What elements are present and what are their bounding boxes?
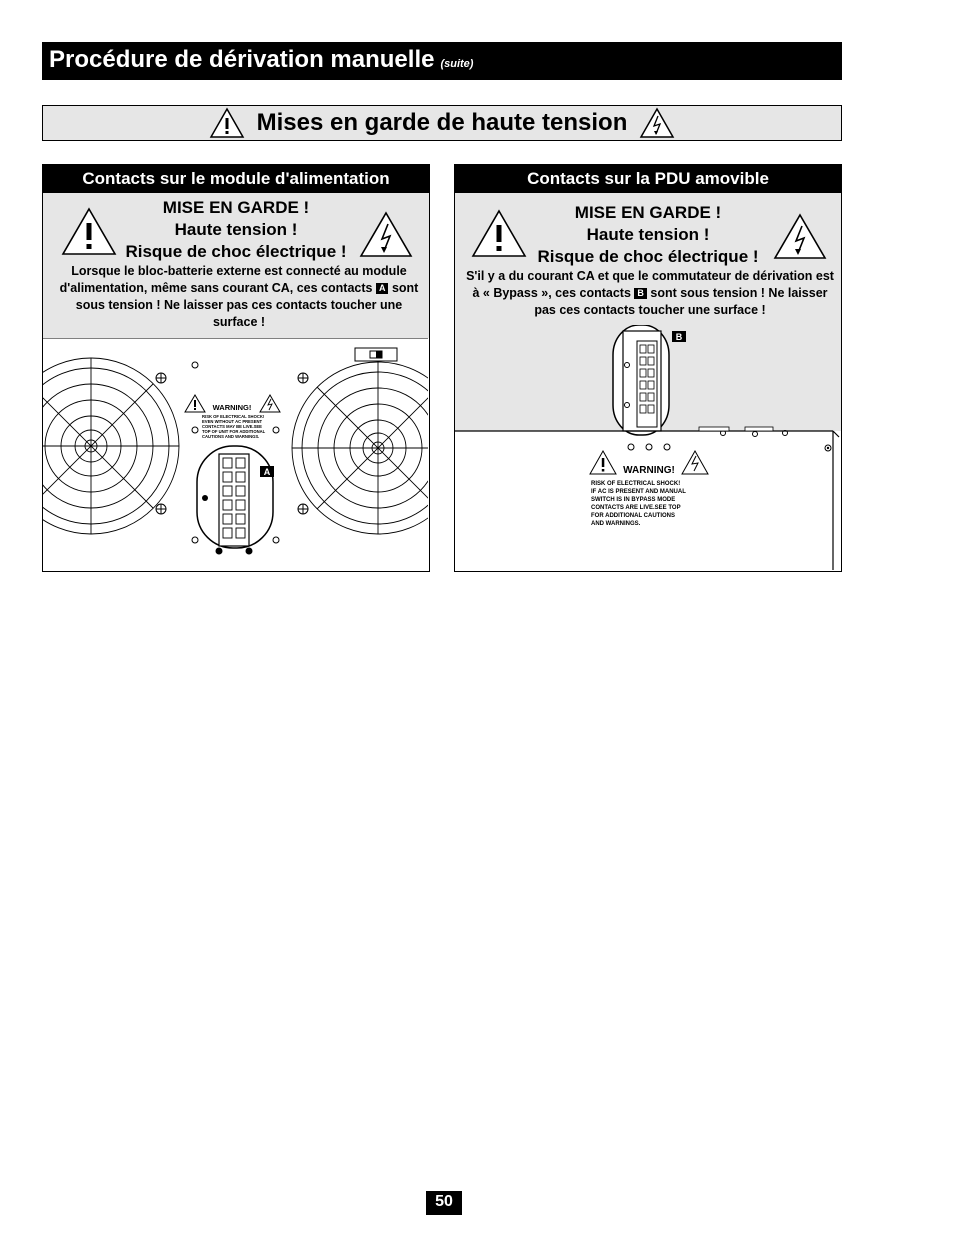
- label-warning-title: WARNING!: [623, 465, 675, 476]
- contact-tag: A: [376, 283, 389, 294]
- warning-line-1: MISE EN GARDE !: [162, 198, 310, 217]
- label-warning-line: EVEN WITHOUT AC PRESENT: [202, 419, 263, 424]
- label-warning-line: AND WARNINGS.: [591, 521, 641, 527]
- warning-box: [43, 193, 429, 338]
- label-warning-line: RISK OF ELECTRICAL SHOCK!: [202, 414, 265, 419]
- contact-tag: B: [634, 288, 647, 299]
- pdu-illustration: [455, 325, 840, 570]
- label-warning-line: RISK OF ELECTRICAL SHOCK!: [591, 481, 681, 487]
- page-number: 50: [426, 1191, 462, 1215]
- connector-tag: A: [263, 467, 271, 477]
- label-warning-line: IF AC IS PRESENT AND MANUAL: [591, 489, 686, 495]
- warning-text: [461, 268, 839, 319]
- label-warning-title: WARNING!: [212, 403, 252, 412]
- warning-titles: [455, 202, 841, 268]
- warning-banner: [42, 105, 842, 141]
- power-module-illustration: [43, 338, 428, 570]
- label-warning-line: CONTACTS MAY BE LIVE.SEE: [202, 424, 262, 429]
- warning-text-part-1: S'il y a du courant CA et que le commutateur de dérivation est à « Bypass », ces contacts: [466, 269, 834, 300]
- warning-titles: [43, 197, 429, 263]
- power-module-contacts-panel: [42, 164, 430, 572]
- lightning-warning-icon: [639, 107, 675, 139]
- warning-text: [53, 263, 425, 331]
- warning-line-2: Haute tension !: [174, 220, 298, 239]
- page-subtitle: (suite): [440, 58, 474, 70]
- label-warning-line: FOR ADDITIONAL CAUTIONS: [591, 513, 675, 519]
- section-header: [42, 42, 842, 80]
- label-warning-line: TOP OF UNIT FOR ADDITIONAL: [202, 429, 266, 434]
- connector-tag: B: [675, 332, 683, 342]
- panel-heading: Contacts sur la PDU amovible: [455, 165, 841, 193]
- panel-heading: Contacts sur le module d'alimentation: [43, 165, 429, 193]
- warning-line-1: MISE EN GARDE !: [574, 203, 722, 222]
- removable-pdu-contacts-panel: [454, 164, 842, 572]
- label-warning-line: CAUTIONS AND WARNINGS.: [202, 434, 260, 439]
- warning-text-part-2: sont sous tension ! Ne laisser pas ces contacts toucher une surface !: [75, 281, 419, 329]
- page-title: Procédure de dérivation manuelle: [49, 46, 435, 73]
- warning-text-part-2: sont sous tension ! Ne laisser pas ces contacts toucher une surface !: [534, 286, 828, 317]
- warning-line-3: Risque de choc électrique !: [537, 247, 759, 266]
- label-warning-line: CONTACTS ARE LIVE.SEE TOP: [591, 505, 681, 511]
- right-fan: [292, 362, 428, 534]
- warning-line-2: Haute tension !: [586, 225, 710, 244]
- exclamation-warning-icon: [209, 107, 245, 139]
- warning-text-part-1: Lorsque le bloc-batterie externe est connecté au module d'alimentation, même sans courant CA, ces contacts: [59, 264, 407, 295]
- label-warning-line: SWITCH IS IN BYPASS MODE: [591, 497, 676, 503]
- banner-title: Mises en garde de haute tension: [256, 109, 628, 136]
- warning-line-3: Risque de choc électrique !: [125, 242, 347, 261]
